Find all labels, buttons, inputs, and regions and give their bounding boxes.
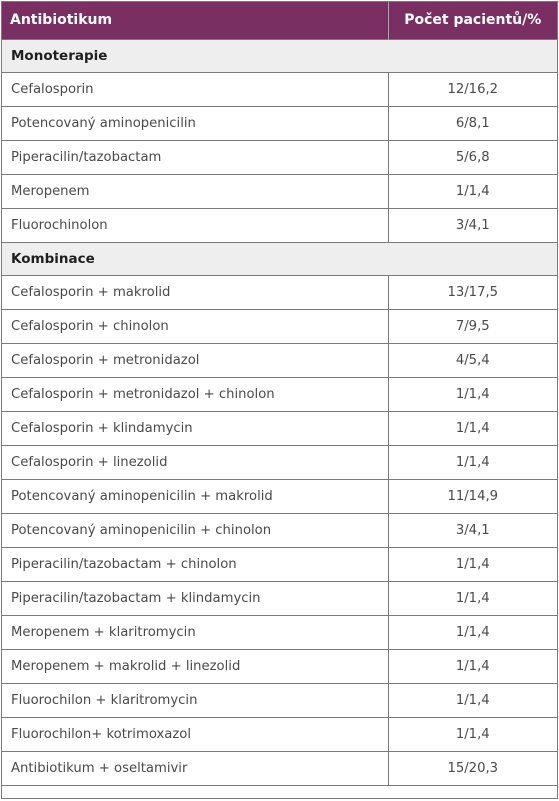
- patient-count: 11/14,9: [388, 479, 557, 513]
- antibiotic-name: Piperacilin/tazobactam: [2, 140, 388, 174]
- table-row: [2, 72, 557, 106]
- antibiotic-name: Potencovaný aminopenicilin: [2, 106, 388, 140]
- table-row: [2, 445, 557, 479]
- header-antibiotic: Antibiotikum: [2, 2, 388, 39]
- patient-count: 5/6,8: [388, 140, 557, 174]
- table-row: [2, 343, 557, 377]
- antibiotics-table-container: [1, 1, 558, 799]
- table-row: [2, 547, 557, 581]
- table-row: [2, 717, 557, 751]
- antibiotic-name: Cefalosporin + linezolid: [2, 445, 388, 479]
- section-title: Kombinace: [2, 242, 557, 275]
- table-row: [2, 649, 557, 683]
- patient-count: 1/1,4: [388, 615, 557, 649]
- section-row-kombinace: [2, 242, 557, 275]
- antibiotic-name: Meropenem + makrolid + linezolid: [2, 649, 388, 683]
- patient-count: 1/1,4: [388, 717, 557, 751]
- patient-count: 1/1,4: [388, 174, 557, 208]
- section-title: Monoterapie: [2, 39, 557, 72]
- patient-count: 7/9,5: [388, 309, 557, 343]
- table-row: [2, 411, 557, 445]
- header-patient-count: Počet pacientů/%: [404, 12, 542, 29]
- patient-count: 3/4,1: [388, 513, 557, 547]
- antibiotic-name: Potencovaný aminopenicilin + chinolon: [2, 513, 388, 547]
- table-row: [2, 513, 557, 547]
- antibiotic-name: Cefalosporin + metronidazol: [2, 343, 388, 377]
- antibiotic-name: Cefalosporin: [2, 72, 388, 106]
- patient-count: 1/1,4: [388, 683, 557, 717]
- antibiotic-name: Fluorochinolon: [2, 208, 388, 242]
- table-row: [2, 275, 557, 309]
- antibiotic-name: Cefalosporin + makrolid: [2, 275, 388, 309]
- table-row: [2, 615, 557, 649]
- table-header: [2, 2, 557, 39]
- antibiotic-name: Piperacilin/tazobactam + chinolon: [2, 547, 388, 581]
- antibiotic-name: Meropenem: [2, 174, 388, 208]
- patient-count: 12/16,2: [388, 72, 557, 106]
- antibiotic-name: Fluorochilon+ kotrimoxazol: [2, 717, 388, 751]
- antibiotic-name: Cefalosporin + chinolon: [2, 309, 388, 343]
- table-row: [2, 581, 557, 615]
- patient-count: 1/1,4: [388, 377, 557, 411]
- table-row: [2, 751, 557, 785]
- antibiotic-name: Fluorochilon + klaritromycin: [2, 683, 388, 717]
- table-row: [2, 683, 557, 717]
- antibiotic-name: Potencovaný aminopenicilin + makrolid: [2, 479, 388, 513]
- table-row: [2, 309, 557, 343]
- patient-count: 15/20,3: [388, 751, 557, 785]
- patient-count: 1/1,4: [388, 445, 557, 479]
- antibiotic-name: Antibiotikum + oseltamivir: [2, 751, 388, 785]
- patient-count: 6/8,1: [388, 106, 557, 140]
- table-row: [2, 174, 557, 208]
- table-row: [2, 140, 557, 174]
- header-row: [2, 2, 557, 39]
- table-body: [2, 39, 557, 785]
- antibiotic-name: Cefalosporin + metronidazol + chinolon: [2, 377, 388, 411]
- patient-count: 1/1,4: [388, 411, 557, 445]
- patient-count: 13/17,5: [388, 275, 557, 309]
- patient-count: 3/4,1: [388, 208, 557, 242]
- antibiotics-table: [2, 2, 557, 786]
- antibiotic-name: Meropenem + klaritromycin: [2, 615, 388, 649]
- patient-count: 1/1,4: [388, 581, 557, 615]
- section-row-monoterapie: [2, 39, 557, 72]
- table-row: [2, 377, 557, 411]
- table-row: [2, 479, 557, 513]
- table-row: [2, 208, 557, 242]
- antibiotic-name: Piperacilin/tazobactam + klindamycin: [2, 581, 388, 615]
- table-row: [2, 106, 557, 140]
- patient-count: 1/1,4: [388, 649, 557, 683]
- patient-count: 1/1,4: [388, 547, 557, 581]
- patient-count: 4/5,4: [388, 343, 557, 377]
- antibiotic-name: Cefalosporin + klindamycin: [2, 411, 388, 445]
